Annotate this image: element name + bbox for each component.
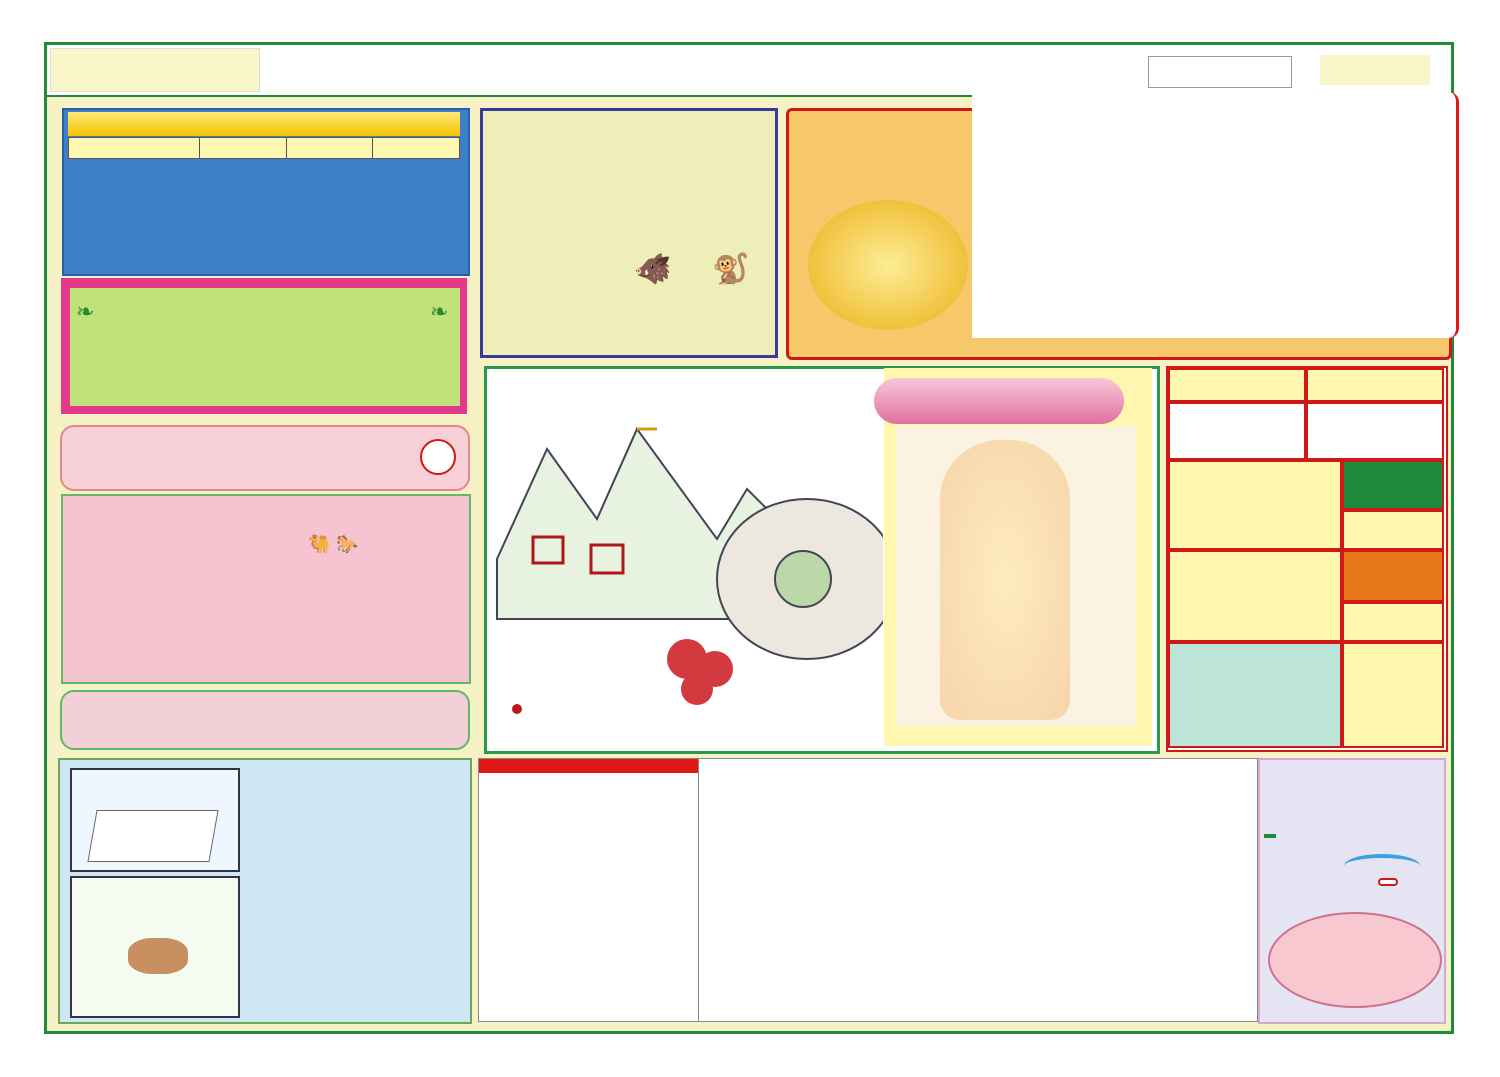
- strategy-tag: [1378, 878, 1398, 886]
- cherry: [512, 704, 522, 714]
- strategy-oval: [1268, 912, 1442, 1008]
- rock-hole: [775, 551, 831, 607]
- gold-ornament: [808, 200, 968, 330]
- times-label: [1342, 550, 1444, 602]
- deer-illustration: [70, 876, 240, 1018]
- draw-info-grid: [1166, 366, 1448, 752]
- ten-period-table: [68, 137, 460, 159]
- col-header: [373, 138, 460, 159]
- previous-special-ball: [420, 439, 456, 479]
- blank-area: [972, 92, 1459, 338]
- times-value: [1342, 510, 1444, 550]
- holly-icon: ❧: [430, 300, 449, 325]
- times-value: [1342, 602, 1444, 642]
- buddha-figure: [940, 440, 1070, 720]
- book-illustration: [70, 768, 240, 872]
- ball: [420, 439, 456, 475]
- col-header: [286, 138, 373, 159]
- recent-results-panel: [478, 758, 700, 1022]
- treasure-illustration: [487, 369, 883, 745]
- holly-icon: ❧: [76, 300, 95, 325]
- grid-number: [1168, 550, 1342, 642]
- edition-label: [1320, 55, 1430, 85]
- famous-number: [1342, 642, 1444, 748]
- recent-results-list: [479, 773, 699, 777]
- previous-draw-panel: [60, 425, 470, 491]
- odd-even-result: [1306, 402, 1444, 460]
- big-small-result: [1168, 402, 1306, 460]
- col-header: [69, 138, 200, 159]
- col-header: [200, 138, 287, 159]
- zodiac-animal-icons: 🐫 🐎: [308, 534, 359, 555]
- recent-results-title: [479, 759, 699, 773]
- grid-head: [1306, 368, 1444, 402]
- times-label: [1342, 460, 1444, 510]
- pig-icon: 🐗: [634, 252, 672, 287]
- bird-shape: [1344, 854, 1420, 878]
- grid-number: [1168, 460, 1342, 550]
- famous-label-cell: [1168, 642, 1342, 748]
- red-leaf: [681, 673, 713, 705]
- dot-matrix-chart: [699, 759, 1257, 1021]
- grid-head: [1168, 368, 1306, 402]
- sister-code-panel: [60, 690, 470, 750]
- special-code-panel: [480, 108, 778, 358]
- lucky-panel: [61, 494, 471, 684]
- ten-period-title: [68, 112, 460, 136]
- strategy-subtitle: [1264, 834, 1276, 838]
- monkey-icon: 🐒: [712, 252, 750, 287]
- treasure-title: [874, 378, 1124, 424]
- deer: [128, 938, 188, 974]
- computer-analysis-inner: [70, 288, 460, 406]
- copyright-note: [50, 48, 260, 92]
- issue-box: [1148, 56, 1292, 88]
- dot-matrix-panel: [698, 758, 1258, 1022]
- open-book: [87, 810, 218, 862]
